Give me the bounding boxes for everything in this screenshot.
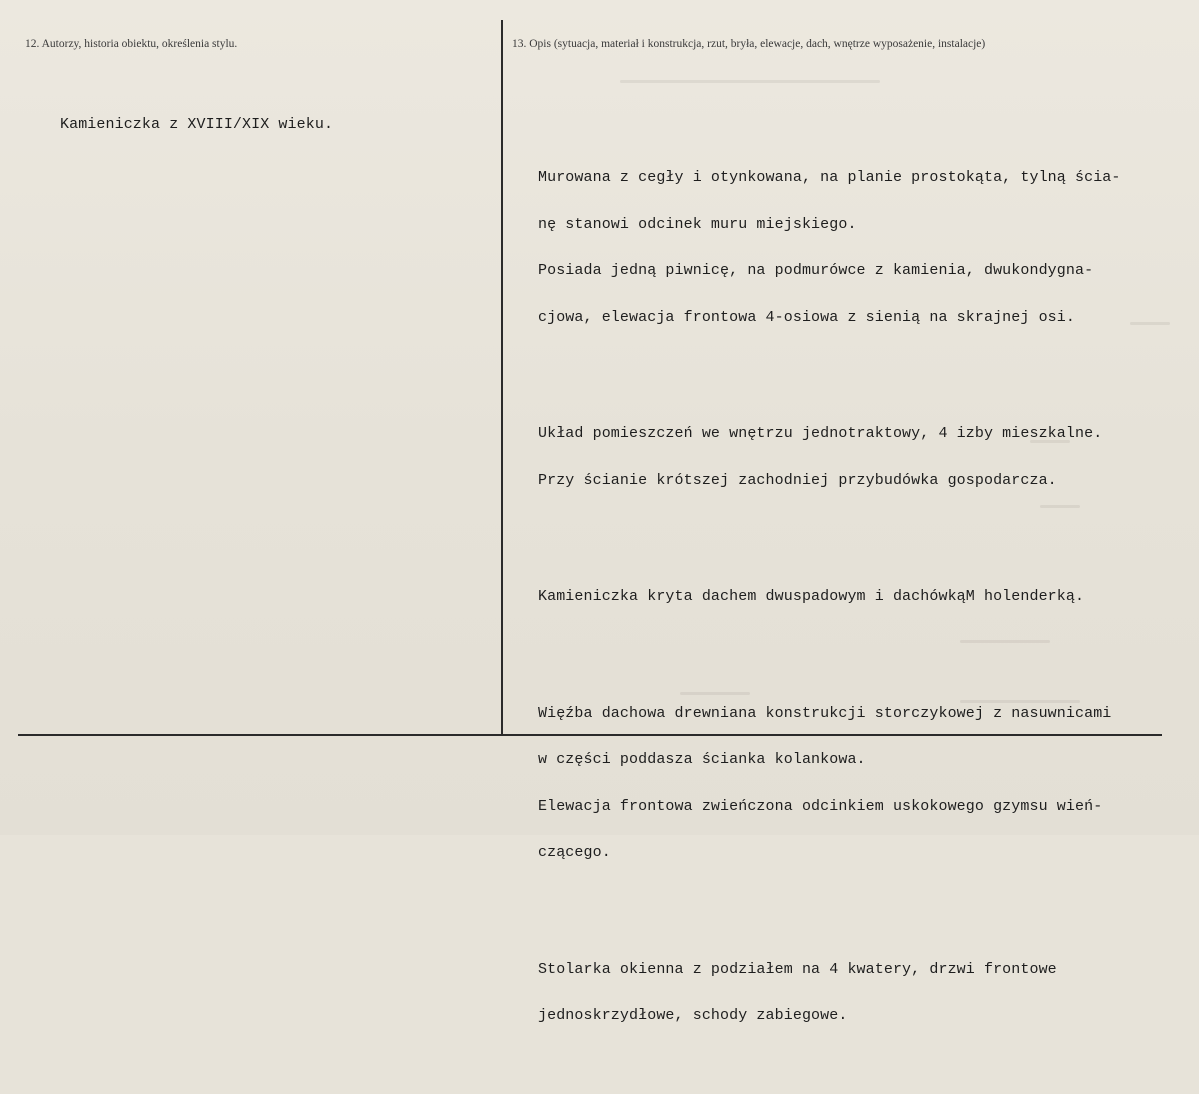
text-line: w części poddasza ścianka kolankowa. — [538, 751, 866, 768]
description-paragraph — [538, 395, 1188, 519]
text-line: czącego. — [538, 844, 611, 861]
section-12-header: 12. Autorzy, historia obiektu, określenia stylu. — [25, 38, 238, 50]
text-line: Stolarka okienna z podziałem na 4 kwatery, drzwi frontowe — [538, 960, 1057, 978]
history-style-text: Kamieniczka z XVIII/XIX wieku. — [60, 116, 334, 133]
description-text — [538, 108, 1188, 1094]
text-line: jednoskrzydłowe, schody zabiegowe. — [538, 1007, 848, 1024]
text-line: Kamieniczka kryta dachem dwuspadowym i dachówkąM holenderką. — [538, 588, 1085, 605]
text-line: Elewacja frontowa zwieńczona odcinkiem uskokowego gzymsu wień- — [538, 797, 1103, 815]
text-line: Murowana z cegły i otynkowana, na planie prostokąta, tylną ścia- — [538, 169, 1121, 186]
bleed-through-mark — [620, 80, 880, 83]
description-paragraph — [538, 675, 1188, 892]
text-line: Więźba dachowa drewniana konstrukcji storczykowej z nasuwnicami — [538, 704, 1112, 722]
text-line: Przy ścianie krótszej zachodniej przybudówka gospodarcza. — [538, 471, 1057, 489]
column-divider — [501, 20, 503, 734]
description-paragraph — [538, 931, 1188, 1055]
description-paragraph — [538, 139, 1188, 356]
text-line: cjowa, elewacja frontowa 4-osiowa z sienią na skrajnej osi. — [538, 308, 1075, 326]
description-paragraph — [538, 558, 1188, 636]
text-line: nę stanowi odcinek muru miejskiego. — [538, 215, 857, 233]
text-line: Posiada jedną piwnicę, na podmurówce z kamienia, dwukondygna- — [538, 262, 1094, 279]
section-13-header: 13. Opis (sytuacja, materiał i konstrukcja, rzut, bryła, elewacje, dach, wnętrze wyposażenie, instalacje) — [512, 38, 986, 50]
text-line: Układ pomieszczeń we wnętrzu jednotraktowy, 4 izby mieszkalne. — [538, 425, 1103, 442]
